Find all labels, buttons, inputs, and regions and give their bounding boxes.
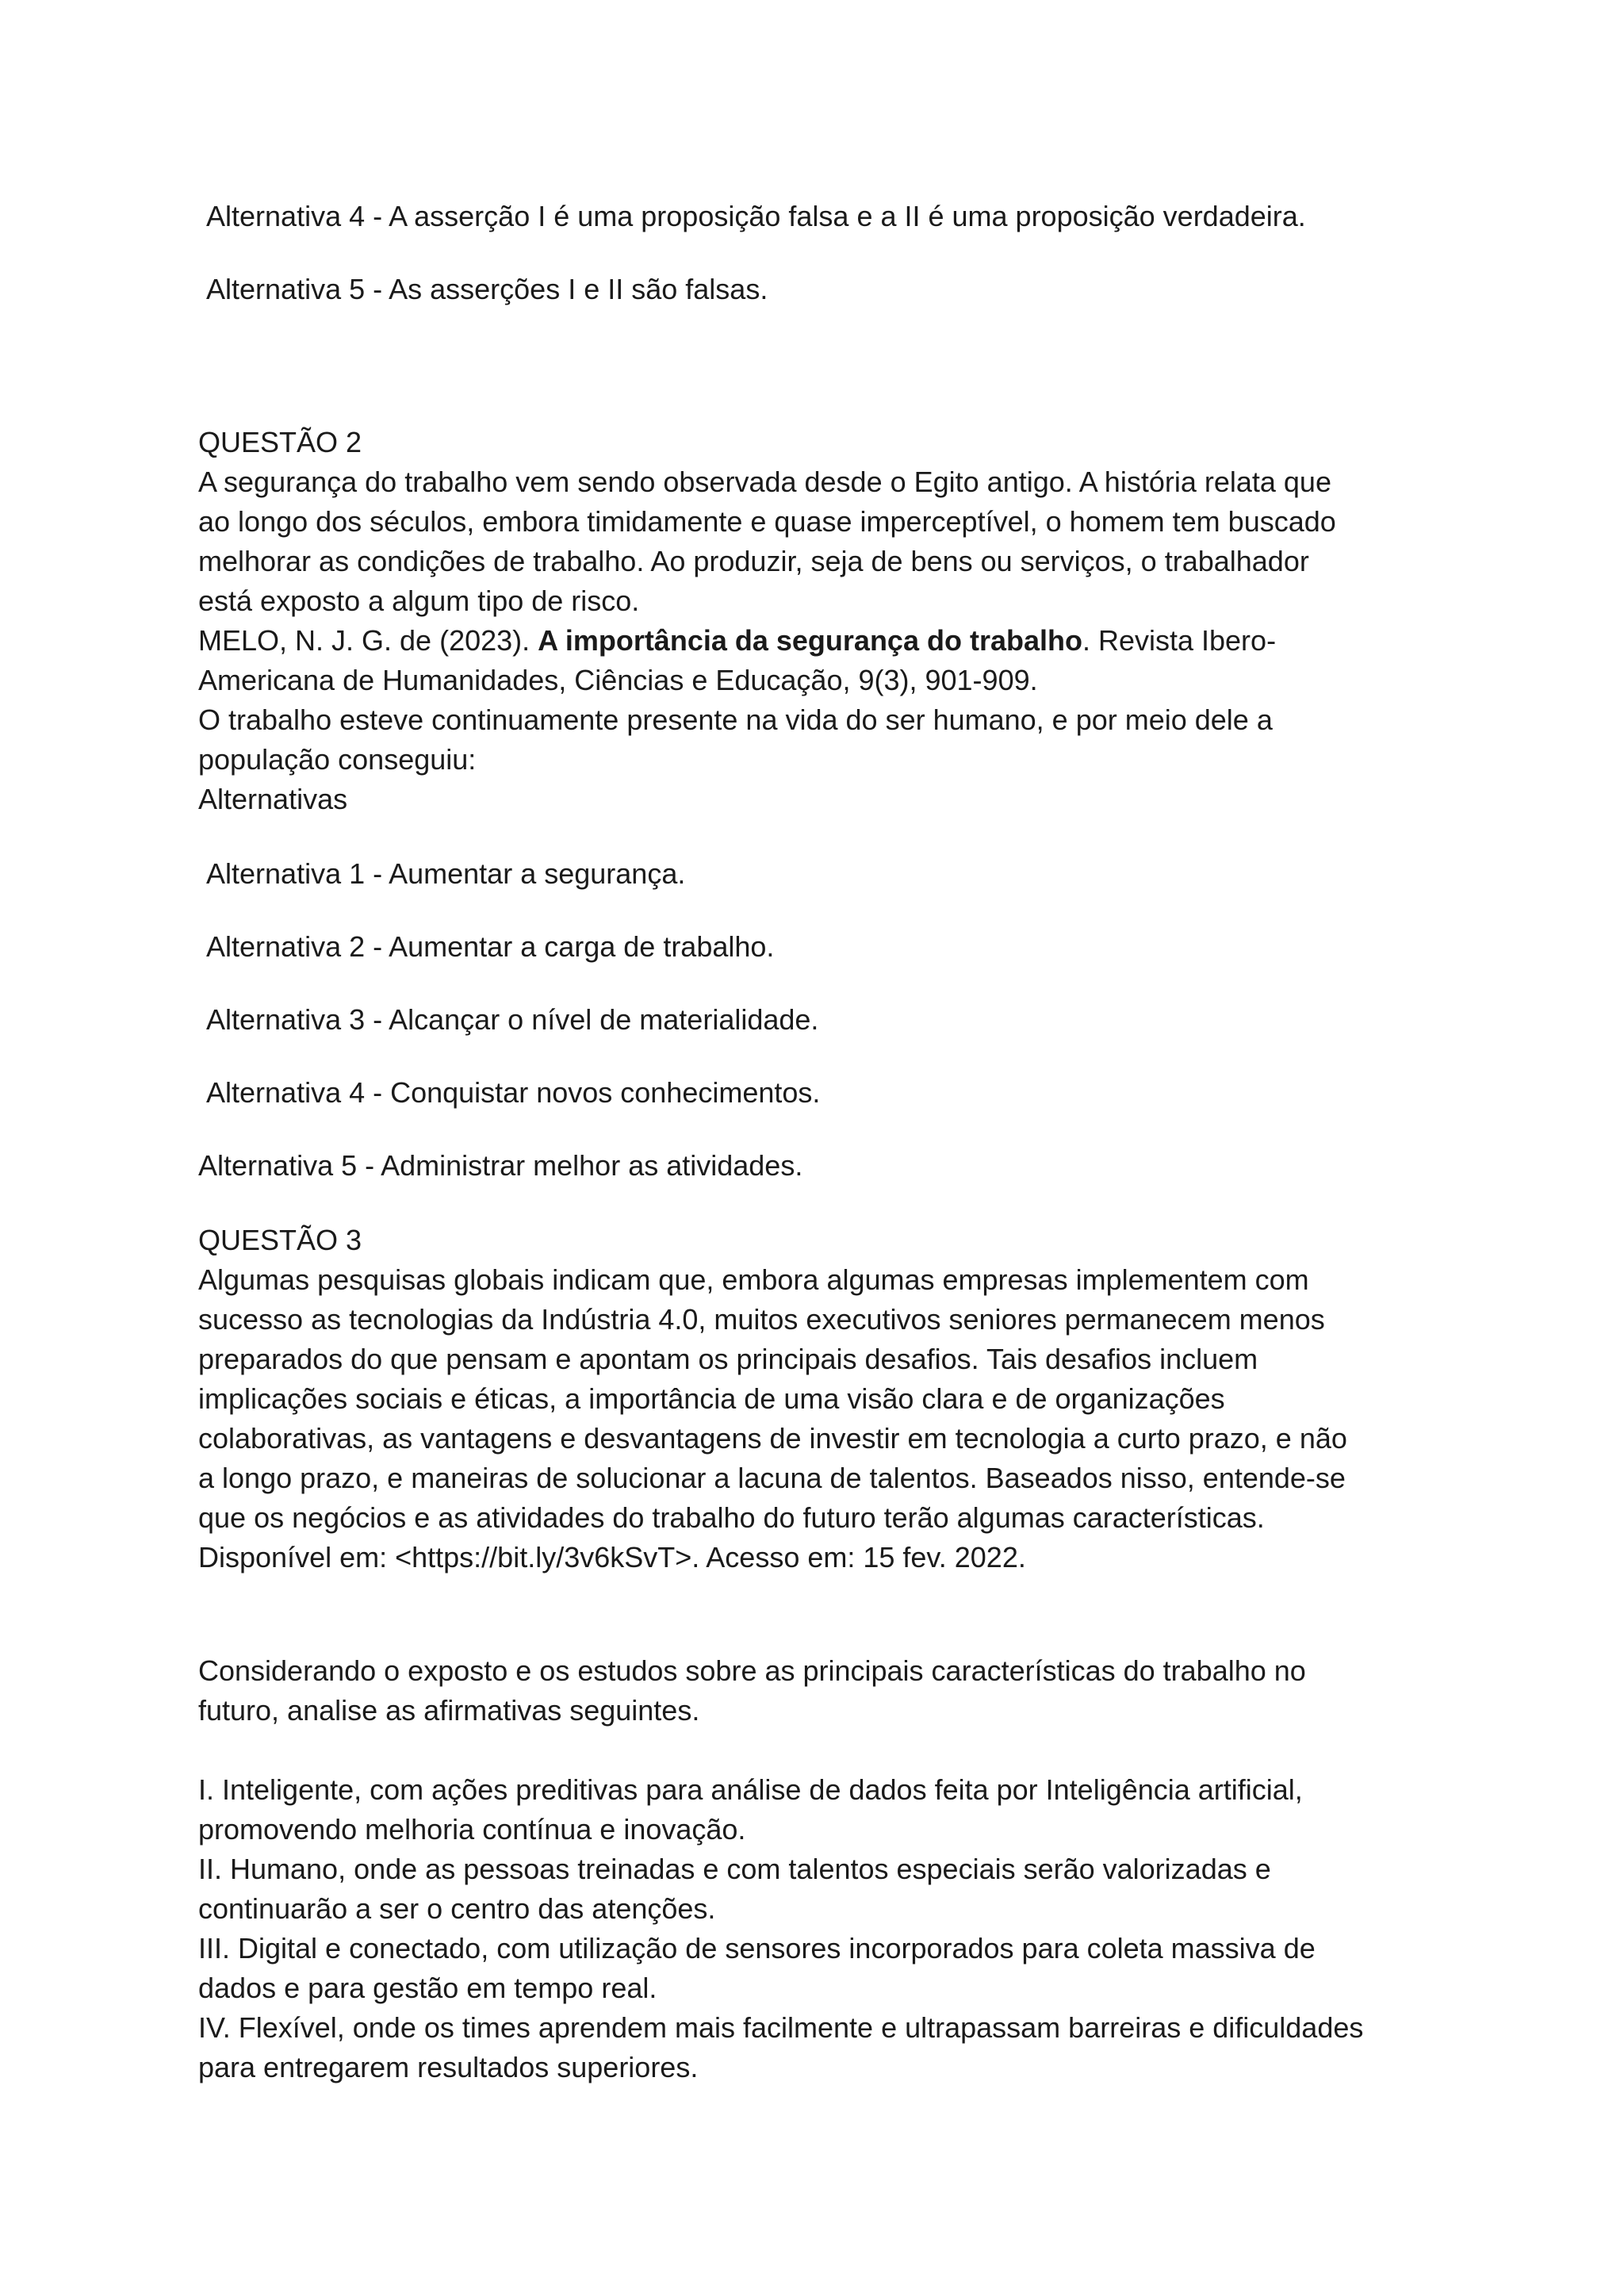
q3-paragraph-line: preparados do que pensam e apontam os principais desafios. Tais desafios incluem: [198, 1343, 1258, 1375]
q3-source-line: Disponível em: <https://bit.ly/3v6kSvT>. Acesso em: 15 fev. 2022.: [198, 1541, 1026, 1573]
q3-statement-line: continuarão a ser o centro das atenções.: [198, 1892, 716, 1925]
q2-prompt-line: população conseguiu:: [198, 743, 477, 776]
citation-journal: . Revista Ibero-: [1082, 624, 1277, 657]
q3-statement-line: promovendo melhoria contínua e inovação.: [198, 1813, 746, 1846]
q2-alternative-4: Alternativa 4 - Conquistar novos conhecimentos.: [206, 1076, 821, 1109]
q2-paragraph-line: melhorar as condições de trabalho. Ao produzir, seja de bens ou serviços, o trabalhador: [198, 545, 1309, 577]
q2-paragraph-line: está exposto a algum tipo de risco.: [198, 585, 640, 617]
q2-alternative-2: Alternativa 2 - Aumentar a carga de trabalho.: [206, 930, 775, 963]
q3-paragraph-line: a longo prazo, e maneiras de solucionar a lacuna de talentos. Baseados nisso, entende-se: [198, 1462, 1346, 1494]
q3-prompt-line: Considerando o exposto e os estudos sobre as principais características do trabalho no: [198, 1654, 1306, 1687]
q2-alternative-5: Alternativa 5 - Administrar melhor as atividades.: [198, 1149, 803, 1182]
q3-statement-line: I. Inteligente, com ações preditivas para análise de dados feita por Inteligência artificial,: [198, 1773, 1303, 1806]
q3-paragraph-line: implicações sociais e éticas, a importância de uma visão clara e de organizações: [198, 1382, 1225, 1415]
q3-paragraph-line: Algumas pesquisas globais indicam que, embora algumas empresas implementem com: [198, 1263, 1309, 1296]
q2-paragraph-line: A segurança do trabalho vem sendo observada desde o Egito antigo. A história relata que: [198, 466, 1331, 498]
citation-authors: MELO, N. J. G. de (2023).: [198, 624, 538, 657]
q3-title: QUESTÃO 3: [198, 1224, 362, 1256]
q2-prompt-line: O trabalho esteve continuamente presente na vida do ser humano, e por meio dele a: [198, 703, 1273, 736]
q2-citation-line-2: Americana de Humanidades, Ciências e Educação, 9(3), 901-909.: [198, 664, 1038, 696]
q2-alternative-1: Alternativa 1 - Aumentar a segurança.: [206, 857, 686, 890]
q2-alternative-3: Alternativa 3 - Alcançar o nível de materialidade.: [206, 1003, 819, 1036]
q3-statement-line: II. Humano, onde as pessoas treinadas e com talentos especiais serão valorizadas e: [198, 1853, 1271, 1885]
q1-alternative-4: Alternativa 4 - A asserção I é uma proposição falsa e a II é uma proposição verdadeira.: [206, 200, 1306, 232]
q3-prompt-line: futuro, analise as afirmativas seguintes.: [198, 1694, 700, 1727]
q3-paragraph-line: sucesso as tecnologias da Indústria 4.0, muitos executivos seniores permanecem menos: [198, 1303, 1325, 1336]
q3-paragraph-line: que os negócios e as atividades do trabalho do futuro terão algumas características.: [198, 1501, 1265, 1534]
q1-alternative-5: Alternativa 5 - As asserções I e II são falsas.: [206, 273, 768, 305]
q3-statement-line: IV. Flexível, onde os times aprendem mais facilmente e ultrapassam barreiras e dificuldades: [198, 2011, 1364, 2044]
q3-paragraph-line: colaborativas, as vantagens e desvantagens de investir em tecnologia a curto prazo, e não: [198, 1422, 1347, 1455]
citation-title: A importância da segurança do trabalho: [538, 624, 1082, 657]
q2-paragraph-line: ao longo dos séculos, embora timidamente e quase imperceptível, o homem tem buscado: [198, 505, 1336, 538]
q2-citation: [198, 621, 1276, 661]
q2-title: QUESTÃO 2: [198, 426, 362, 458]
q3-statement-line: para entregarem resultados superiores.: [198, 2051, 699, 2083]
q3-statement-line: dados e para gestão em tempo real.: [198, 1972, 657, 2004]
q2-alternatives-label: Alternativas: [198, 783, 348, 815]
q3-statement-line: III. Digital e conectado, com utilização de sensores incorporados para coleta massiva de: [198, 1932, 1316, 1964]
